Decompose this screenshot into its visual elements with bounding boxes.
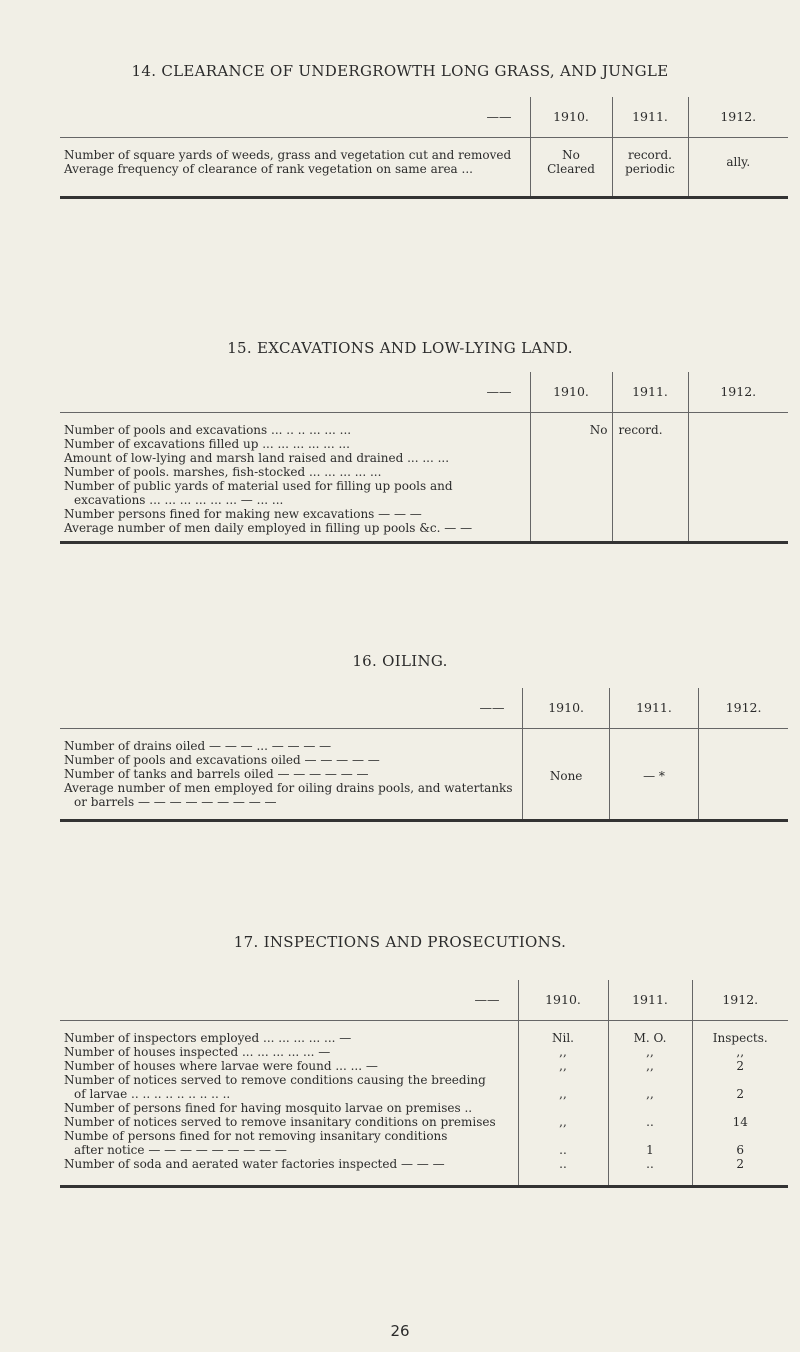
header-corner: ——	[60, 97, 530, 138]
cell-1910: No	[589, 423, 608, 437]
header-1912: 1912.	[688, 97, 788, 138]
row-label: Average frequency of clearance of rank vegetation on same area ...	[64, 162, 473, 176]
header-1910: 1910.	[530, 372, 612, 413]
cell-1910: ,,	[559, 1045, 567, 1059]
row-label: Number of pools and excavations ... .. .. ... ... ...	[64, 423, 352, 437]
row-label: of larvae .. .. .. .. .. .. .. .. ..	[74, 1087, 231, 1101]
cell-1910: Nil.	[552, 1031, 574, 1045]
cell-1911: record.	[627, 148, 672, 162]
cell-1912	[694, 1101, 788, 1115]
page-number: 26	[390, 1322, 410, 1340]
cell-1910	[520, 1101, 607, 1115]
cell-1912: 14	[732, 1115, 748, 1129]
row-label: Average number of men daily employed in filling up pools &c. — —	[64, 521, 473, 535]
section-16-title: 16. OILING.	[352, 652, 448, 670]
cell-1910: None	[549, 769, 583, 783]
cell-1911: ,,	[646, 1087, 654, 1101]
row-label: Number of excavations filled up ... ... ... ... ... ...	[64, 437, 350, 451]
section-17-title: 17. INSPECTIONS AND PROSECUTIONS.	[233, 933, 567, 951]
row-label: Number of pools and excavations oiled — — — — —	[64, 753, 380, 767]
cell-1910: ,,	[559, 1115, 567, 1129]
row-label: Amount of low-lying and marsh land raised and drained ... ... ...	[64, 451, 450, 465]
cell-1912: ally.	[726, 155, 751, 169]
row-label: Number persons fined for making new excavations — — —	[64, 507, 422, 521]
row-label: Numbe of persons fined for not removing insanitary conditions	[64, 1129, 448, 1143]
row-label: excavations ... ... ... ... ... ... — ... ...	[74, 493, 284, 507]
row-label: Number of square yards of weeds, grass and vegetation cut and removed	[64, 148, 512, 162]
cell-1910: ..	[559, 1157, 567, 1171]
cell-1910: ,,	[559, 1059, 567, 1073]
row-label: after notice — — — — — — — — —	[74, 1143, 287, 1157]
header-1912: 1912.	[688, 372, 788, 413]
cell-1911: ,,	[646, 1059, 654, 1073]
cell-1912: 2	[736, 1087, 745, 1101]
row-label: Number of persons fined for having mosquito larvae on premises ..	[64, 1101, 473, 1115]
header-1912: 1912.	[692, 980, 788, 1021]
row-label: Number of soda and aerated water factories inspected — — —	[64, 1157, 445, 1171]
header-1910: 1910.	[530, 97, 612, 138]
cell-1910: ..	[559, 1143, 567, 1157]
row-label: Number of notices served to remove conditions causing the breeding	[64, 1073, 486, 1087]
row-label: Number of inspectors employed ... ... ... ... ... —	[64, 1031, 352, 1045]
row-label: Number of notices served to remove insanitary conditions on premises	[64, 1115, 496, 1129]
cell-1911: record.	[618, 423, 663, 437]
cell-1912: 2	[736, 1059, 745, 1073]
cell-1911: 1	[646, 1143, 654, 1157]
row-label: Number of houses inspected ... ... ... ... ... —	[64, 1045, 331, 1059]
cell-1910: Cleared	[547, 162, 595, 176]
header-1911: 1911.	[612, 372, 688, 413]
row-label: Number of tanks and barrels oiled — — — — — —	[64, 767, 369, 781]
cell-1911: ..	[646, 1157, 654, 1171]
header-1910: 1910.	[518, 980, 608, 1021]
cell-1911	[610, 1129, 691, 1143]
header-corner: ——	[60, 980, 518, 1021]
cell-1911: — *	[643, 769, 665, 783]
table-excavations	[60, 372, 788, 544]
header-1911: 1911.	[609, 688, 698, 729]
cell-1911: M. O.	[633, 1031, 667, 1045]
section-14-title: 14. CLEARANCE OF UNDERGROWTH LONG GRASS, AND JUNGLE	[131, 62, 669, 80]
cell-1911	[610, 1101, 691, 1115]
header-1912: 1912.	[699, 688, 788, 729]
cell-1910: No	[562, 148, 580, 162]
header-1911: 1911.	[612, 97, 688, 138]
cell-1912: ,,	[736, 1045, 745, 1059]
header-1911: 1911.	[608, 980, 692, 1021]
cell-1910	[520, 1073, 607, 1087]
row-label: Number of public yards of material used for filling up pools and	[64, 479, 453, 493]
cell-1911	[610, 1073, 691, 1087]
table-inspections	[60, 980, 788, 1188]
cell-1912	[694, 1129, 788, 1143]
row-label: Number of drains oiled — — — ... — — — —	[64, 739, 332, 753]
cell-1912: Inspects.	[712, 1031, 768, 1045]
header-corner: ——	[60, 372, 530, 413]
row-label: Number of houses where larvae were found ... ... —	[64, 1059, 378, 1073]
cell-1912	[694, 1073, 788, 1087]
cell-1910	[520, 1129, 607, 1143]
cell-1910: ,,	[559, 1087, 567, 1101]
cell-1912: 2	[736, 1157, 745, 1171]
header-corner: ——	[60, 688, 523, 729]
row-label: or barrels — — — — — — — — —	[74, 795, 277, 809]
cell-1911: ..	[646, 1115, 654, 1129]
section-15-title: 15. EXCAVATIONS AND LOW-LYING LAND.	[227, 339, 573, 357]
table-oiling	[60, 688, 788, 822]
row-label: Average number of men employed for oiling drains pools, and watertanks	[64, 781, 513, 795]
header-1910: 1910.	[523, 688, 609, 729]
cell-1911: periodic	[625, 162, 675, 176]
cell-1912: 6	[736, 1143, 745, 1157]
cell-1911: ,,	[646, 1045, 654, 1059]
row-label: Number of pools. marshes, fish-stocked ... ... ... ... ...	[64, 465, 382, 479]
table-clearance	[60, 97, 788, 199]
